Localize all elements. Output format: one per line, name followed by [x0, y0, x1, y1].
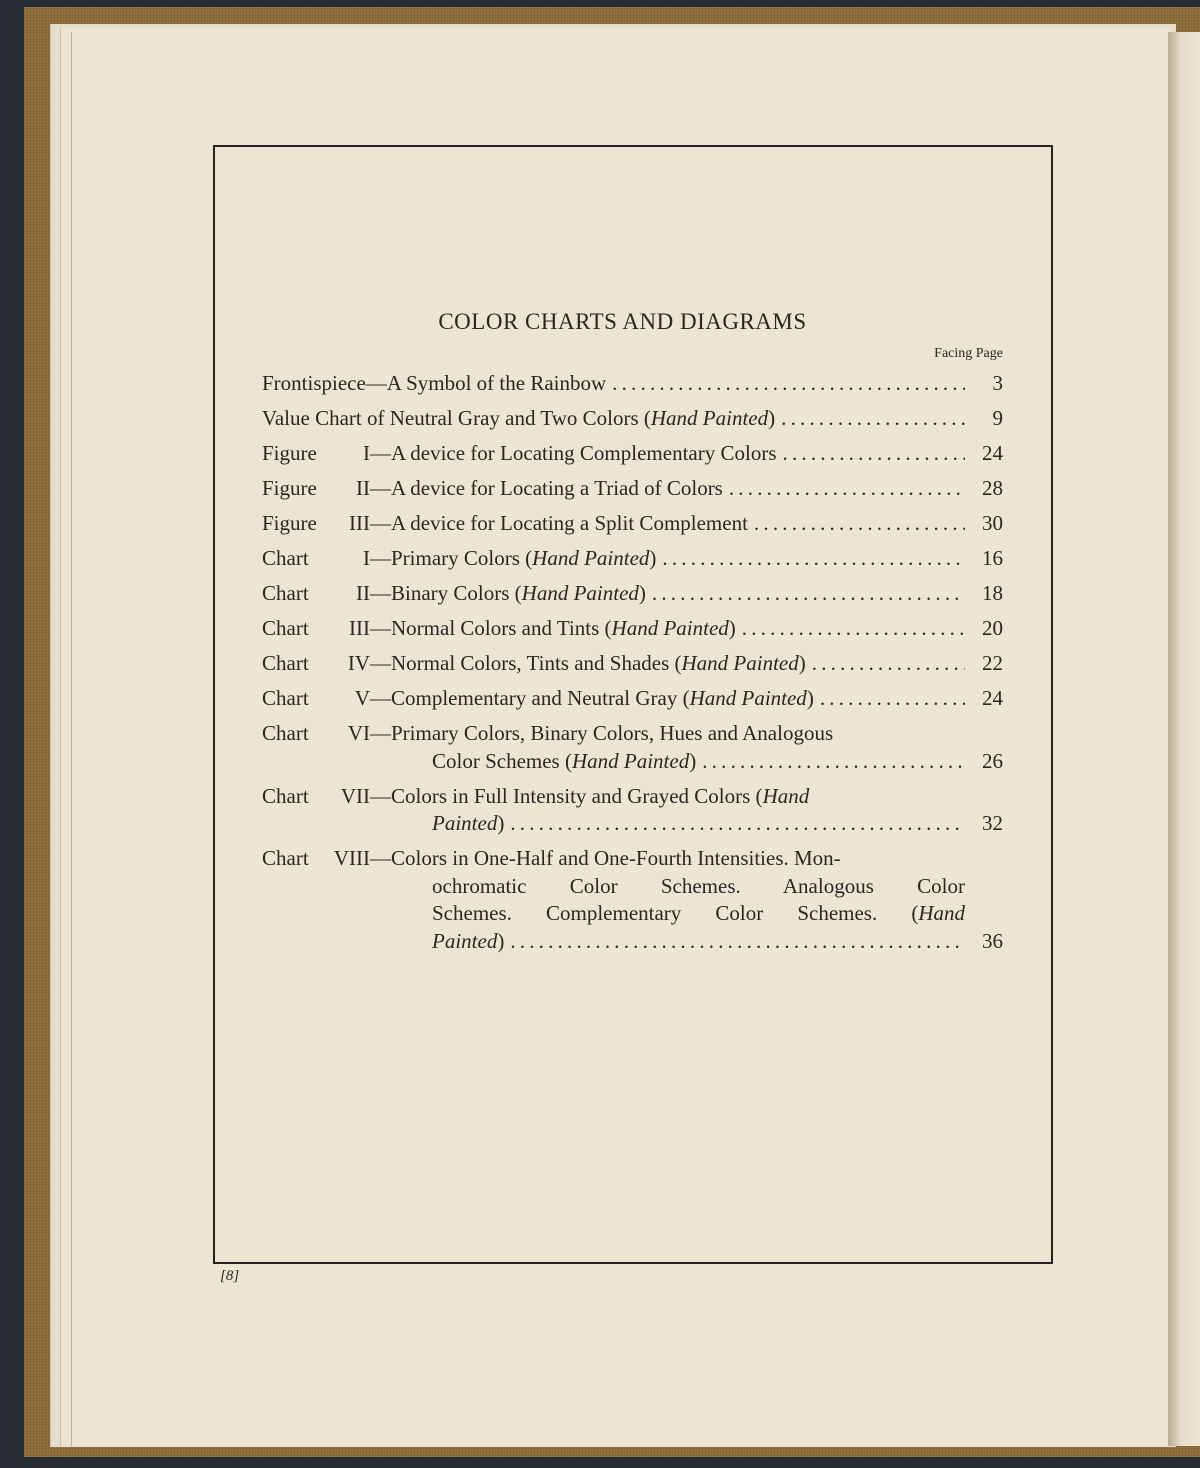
- entry-text-segment: —Normal Colors and Tints (: [370, 616, 612, 640]
- entry-text-segment: —Complementary and Neutral Gray (: [370, 686, 690, 710]
- entry-page-number: 36: [982, 928, 1003, 953]
- entry-type: Chart: [262, 783, 309, 808]
- entry-line: [262, 845, 965, 873]
- entry-text-segment: —A device for Locating Complementary Colors: [370, 441, 777, 465]
- dot-leader: [656, 545, 965, 573]
- entry-page-number: 24: [982, 441, 1003, 465]
- entry-type: Chart: [262, 651, 309, 675]
- toc-entry: [262, 510, 1003, 538]
- entry-text: [370, 783, 809, 811]
- entry-numeral: VI: [347, 721, 370, 745]
- entry-numeral: VII: [340, 783, 370, 808]
- entry-text: [370, 685, 814, 713]
- toc-entry: [262, 650, 1003, 678]
- dot-leader: [775, 405, 965, 433]
- dot-leader: [723, 475, 965, 503]
- entry-type: Figure: [262, 511, 317, 535]
- entry-text-segment: ochromatic Color Schemes. Analogous Color: [432, 873, 965, 898]
- entry-text-segment: —A device for Locating a Split Complement: [370, 511, 748, 535]
- entry-label: [262, 615, 370, 643]
- entry-text: [370, 475, 723, 503]
- entry-text: [432, 874, 965, 898]
- toc-entry: [262, 545, 1003, 573]
- entry-numeral: I: [363, 441, 370, 465]
- entry-line: [262, 370, 1003, 398]
- entry-text-segment: ): [638, 581, 646, 605]
- entry-text-segment: ): [497, 928, 505, 953]
- entry-line: [262, 783, 965, 811]
- entry-page-number: 16: [982, 546, 1003, 570]
- entry-text: [432, 748, 696, 776]
- toc-entry: [262, 580, 1003, 608]
- entries: [262, 370, 1003, 955]
- page-title: COLOR CHARTS AND DIAGRAMS: [438, 309, 807, 334]
- entry-label: [262, 510, 370, 538]
- entry-text: [370, 845, 841, 873]
- entry-page-number: 20: [982, 616, 1003, 640]
- entry-line: [262, 405, 1003, 433]
- entry-text-segment: —A device for Locating a Triad of Colors: [370, 476, 723, 500]
- entry-page-number: 9: [992, 406, 1003, 430]
- entry-text-segment: Schemes. Complementary Color Schemes. (: [432, 901, 919, 925]
- toc-entry: [262, 370, 1003, 398]
- entry-text-italic: Hand Painted: [611, 616, 729, 640]
- entry-label: [262, 475, 370, 503]
- entry-text: [370, 545, 656, 573]
- entry-text-italic: Hand Painted: [571, 748, 690, 773]
- entry-label: [262, 650, 370, 678]
- entry-line: [262, 440, 1003, 468]
- entry-text-italic: Hand: [918, 901, 965, 925]
- entry-type: Chart: [262, 721, 309, 745]
- entry-numeral: VIII: [333, 846, 370, 870]
- dot-leader: [504, 928, 965, 956]
- entry-page-number: 18: [982, 581, 1003, 605]
- entry-line: [262, 720, 965, 748]
- entry-text-segment: ): [689, 748, 697, 773]
- toc-entry: [262, 720, 1003, 775]
- entry-text: [370, 720, 833, 748]
- entry-text: [370, 615, 736, 643]
- entry-label: [262, 720, 370, 748]
- entry-numeral: I: [363, 546, 370, 570]
- entry-line: [262, 810, 1003, 838]
- entry-line: [262, 510, 1003, 538]
- entry-type: Figure: [262, 476, 317, 500]
- entry-line: [262, 685, 1003, 713]
- contents-list: [262, 304, 1003, 955]
- dot-leader: [777, 440, 966, 468]
- entry-text-italic: Hand Painted: [681, 651, 799, 675]
- entry-text: [370, 650, 806, 678]
- toc-entry: [262, 845, 1003, 955]
- toc-entry: [262, 685, 1003, 713]
- column-header: Facing Page: [934, 346, 1003, 361]
- entry-type: Chart: [262, 686, 309, 710]
- entry-text-italic: Painted: [432, 928, 498, 953]
- entry-label: [262, 545, 370, 573]
- entry-text: [432, 810, 504, 838]
- entry-numeral: II: [356, 476, 370, 500]
- entry-type: Chart: [262, 616, 309, 640]
- dot-leader: [696, 748, 965, 776]
- page-number-text: [8]: [220, 1268, 240, 1284]
- toc-entry: [262, 405, 1003, 433]
- entry-text-segment: —Colors in One-Half and One-Fourth Intensities. Mon-: [370, 846, 841, 870]
- entry-text-segment: Frontispiece—A Symbol of the Rainbow: [262, 371, 607, 395]
- entry-text: [262, 405, 775, 433]
- entry-type: Chart: [262, 846, 309, 870]
- entry-text-segment: —Colors in Full Intensity and Grayed Colors (: [370, 783, 763, 808]
- entry-text: [432, 901, 965, 925]
- dot-leader: [736, 615, 965, 643]
- toc-entry: [262, 615, 1003, 643]
- dot-leader: [806, 650, 965, 678]
- entry-line: [262, 475, 1003, 503]
- entry-page-number: 32: [982, 811, 1003, 835]
- entry-numeral: IV: [347, 651, 370, 675]
- entry-page-number: 3: [992, 371, 1003, 395]
- facing-page-gutter: [1168, 32, 1200, 1446]
- dot-leader: [748, 510, 965, 538]
- entry-text-segment: —Binary Colors (: [370, 581, 522, 605]
- page-number: [220, 1268, 239, 1285]
- entry-text-segment: Color Schemes (: [432, 748, 572, 773]
- entry-line: [262, 650, 1003, 678]
- dot-leader: [646, 580, 965, 608]
- entry-text-segment: ): [806, 686, 814, 710]
- entry-line: [262, 873, 965, 901]
- entry-type: Figure: [262, 441, 317, 465]
- entry-label: [262, 685, 370, 713]
- entry-numeral: III: [349, 616, 370, 640]
- entry-page-number: 28: [982, 476, 1003, 500]
- entry-text: [262, 370, 606, 398]
- entry-line: [262, 748, 1003, 776]
- entry-label: [262, 440, 370, 468]
- toc-entry: [262, 475, 1003, 503]
- entry-text-italic: Painted: [432, 811, 498, 835]
- entry-page-number: 22: [982, 651, 1003, 675]
- entry-line: [262, 580, 1003, 608]
- entry-label: [262, 845, 370, 873]
- dot-leader: [504, 810, 965, 838]
- dot-leader: [814, 685, 965, 713]
- entry-label: [262, 580, 370, 608]
- entry-text-segment: ): [728, 616, 736, 640]
- entry-line: [262, 545, 1003, 573]
- entry-text-segment: ): [497, 811, 505, 835]
- entry-text-segment: ): [768, 406, 776, 430]
- entry-text-italic: Hand Painted: [650, 406, 769, 430]
- entry-page-number: 26: [982, 748, 1003, 773]
- entry-text-italic: Hand: [762, 783, 810, 808]
- entry-numeral: V: [354, 686, 370, 710]
- entry-numeral: II: [356, 581, 370, 605]
- entry-text-segment: —Primary Colors (: [370, 546, 533, 570]
- toc-entry: [262, 783, 1003, 838]
- entry-type: Chart: [262, 546, 309, 570]
- entry-text: [370, 510, 748, 538]
- entry-line: [262, 900, 965, 928]
- entry-line: [262, 928, 1003, 956]
- entry-line: [262, 615, 1003, 643]
- entry-text-italic: Hand Painted: [532, 546, 650, 570]
- entry-page-number: 30: [982, 511, 1003, 535]
- entry-text: [370, 440, 777, 468]
- entry-text-segment: ): [798, 651, 806, 675]
- entry-text-segment: ): [649, 546, 657, 570]
- dot-leader: [606, 370, 965, 398]
- entry-numeral: III: [349, 511, 370, 535]
- entry-text-segment: —Normal Colors, Tints and Shades (: [370, 651, 682, 675]
- entry-text-italic: Hand Painted: [521, 581, 639, 605]
- entry-text: [432, 928, 504, 956]
- entry-text-italic: Hand Painted: [689, 686, 807, 710]
- entry-text-segment: Value Chart of Neutral Gray and Two Colors (: [262, 406, 651, 430]
- entry-page-number: 24: [982, 686, 1003, 710]
- entry-text: [370, 580, 646, 608]
- entry-type: Chart: [262, 581, 309, 605]
- toc-entry: [262, 440, 1003, 468]
- entry-text-segment: —Primary Colors, Binary Colors, Hues and Analogous: [370, 721, 834, 745]
- entry-label: [262, 783, 370, 811]
